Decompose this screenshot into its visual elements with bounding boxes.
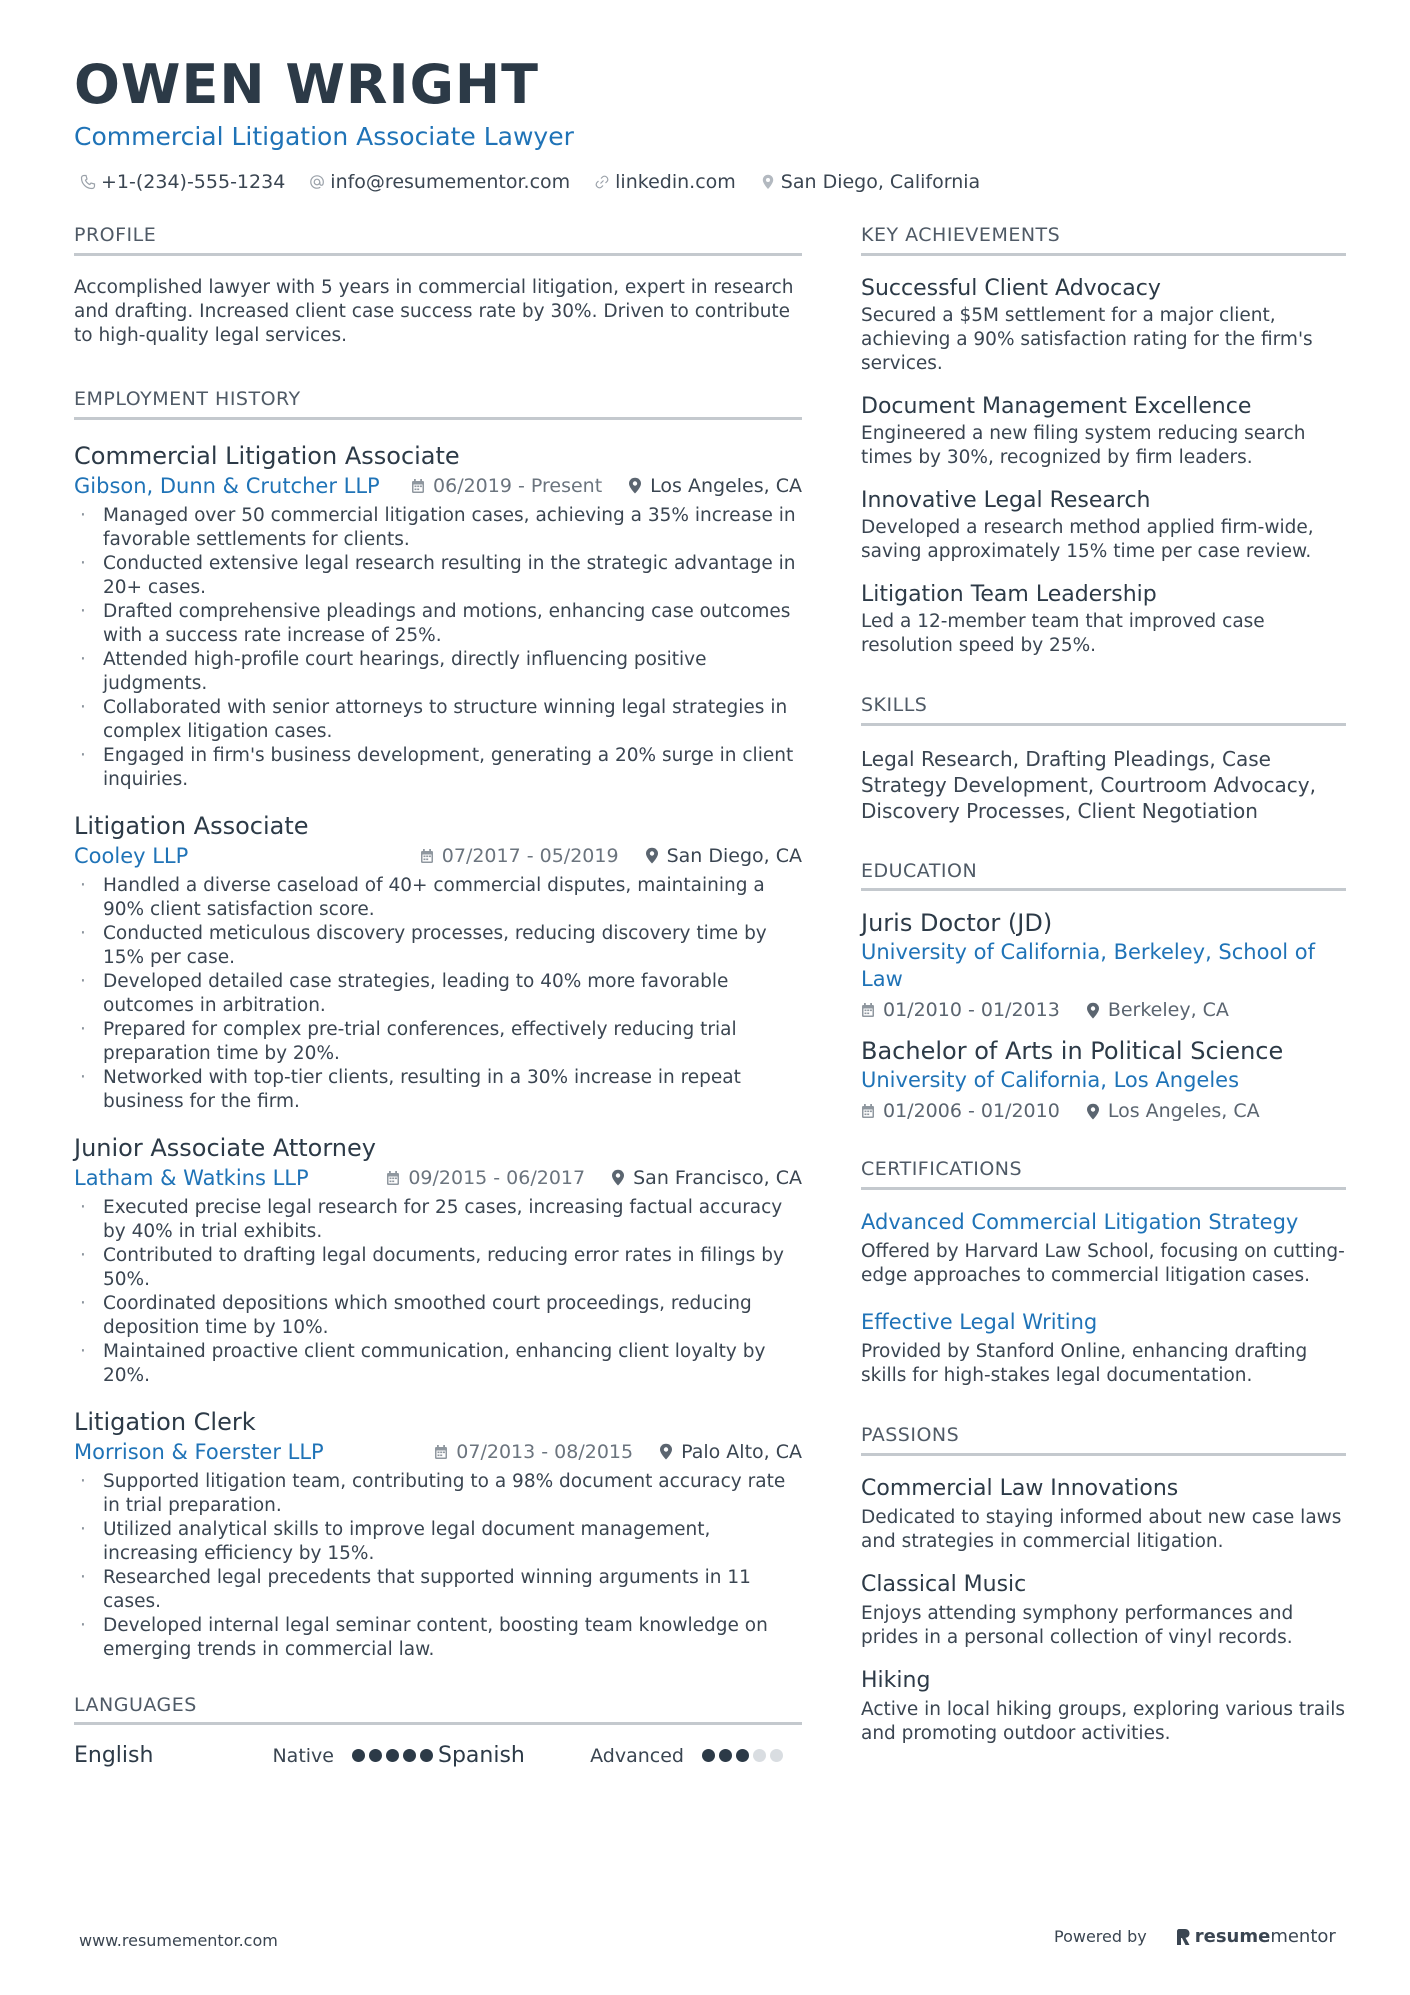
job-date-location (386, 1167, 802, 1189)
proficiency-dot-filled (352, 1749, 365, 1762)
passions-heading: PASSIONS (861, 1424, 1346, 1456)
job-bullet: · Supported litigation team, contributing to a 98% document accuracy rate in trial preparation. (74, 1470, 802, 1518)
proficiency-dots (352, 1749, 437, 1762)
contact-email[interactable] (309, 171, 570, 193)
job-bullet: · Conducted extensive legal research resulting in the strategic advantage in 20+ cases. (74, 552, 802, 600)
passion-item (861, 1570, 1346, 1650)
job-bullet: · Engaged in firm's business development, generating a 20% surge in client inquiries. (74, 744, 802, 792)
job-bullets (74, 1196, 802, 1388)
job-bullet: · Managed over 50 commercial litigation cases, achieving a 35% increase in favorable settlements for clients. (74, 504, 802, 552)
achievement-title: Litigation Team Leadership (861, 581, 1157, 607)
job-location: Los Angeles, CA (650, 474, 802, 497)
job-bullet: · Handled a diverse caseload of 40+ commercial disputes, maintaining a 90% client satisfaction score. (74, 874, 802, 922)
job-title: Litigation Clerk (74, 1407, 256, 1436)
job-bullets (74, 1470, 802, 1662)
job-dates: 09/2015 - 06/2017 (408, 1166, 586, 1189)
job-title: Junior Associate Attorney (74, 1133, 376, 1162)
certification-text: Provided by Stanford Online, enhancing drafting skills for high-stakes legal documentation. (861, 1341, 1308, 1387)
email-text: info@resumementor.com (330, 171, 571, 193)
proficiency-dot-empty (753, 1749, 766, 1762)
profile-text: Accomplished lawyer with 5 years in commercial litigation, expert in research and drafting. Increased client case success rate by 30%. Driven to contribute to high-quality legal services. (74, 276, 794, 346)
calendar-icon (420, 848, 434, 864)
passion-title: Hiking (861, 1667, 931, 1693)
language-list (74, 1743, 802, 1768)
brand-mark-icon (1175, 1928, 1191, 1946)
brand-name-light: mentor (1270, 1926, 1336, 1947)
education-heading: EDUCATION (861, 860, 1346, 892)
achievement-item (861, 274, 1346, 376)
achievement-list (861, 274, 1346, 658)
job-bullet: · Attended high-profile court hearings, directly influencing positive judgments. (74, 648, 802, 696)
degree-title: Bachelor of Arts in Political Science (861, 1037, 1284, 1066)
passion-title: Classical Music (861, 1571, 1027, 1597)
phone-icon (80, 174, 96, 190)
company-name: Cooley LLP (74, 843, 189, 868)
job-meta (74, 844, 802, 868)
contact-location (760, 171, 980, 193)
language-level: Native (272, 1744, 334, 1767)
job-bullet: · Developed internal legal seminar content, boosting team knowledge on emerging trends in commercial law. (74, 1614, 802, 1662)
footer-branding (1054, 1926, 1336, 1947)
job-dates: 07/2017 - 05/2019 (441, 844, 619, 867)
map-pin-icon (760, 174, 776, 190)
map-pin-icon (611, 1169, 625, 1186)
education-dates: 01/2010 - 01/2013 (883, 999, 1060, 1022)
education-item (861, 907, 1346, 1021)
job-bullets (74, 874, 802, 1114)
brand-name-bold: resume (1194, 1926, 1271, 1947)
linkedin-text: linkedin.com (615, 171, 736, 193)
education-dates: 01/2006 - 01/2010 (883, 1100, 1060, 1123)
company-name: Morrison & Foerster LLP (74, 1439, 324, 1464)
certification-item (861, 1208, 1346, 1288)
footer-website[interactable]: www.resumementor.com (79, 1931, 278, 1950)
calendar-icon (411, 478, 425, 494)
achievement-text: Led a 12-member team that improved case resolution speed by 25%. (861, 610, 1265, 656)
brand-logo (1175, 1926, 1336, 1947)
proficiency-dot-filled (736, 1749, 749, 1762)
language-name: Spanish (438, 1743, 525, 1769)
company-name: Gibson, Dunn & Crutcher LLP (74, 473, 380, 498)
proficiency-dot-empty (770, 1749, 783, 1762)
certifications-heading: CERTIFICATIONS (861, 1158, 1346, 1190)
job-list (74, 440, 802, 1662)
job-meta (74, 474, 802, 498)
degree-title: Juris Doctor (JD) (861, 909, 1053, 938)
employment-heading: EMPLOYMENT HISTORY (74, 388, 802, 420)
job-entry (74, 810, 802, 1114)
achievement-item (861, 392, 1346, 470)
achievement-item (861, 486, 1346, 564)
passion-list (861, 1474, 1346, 1746)
language-spanish (438, 1743, 802, 1768)
skills-heading: SKILLS (861, 694, 1346, 726)
job-date-location (411, 475, 802, 497)
job-dates: 07/2013 - 08/2015 (456, 1440, 634, 1463)
passion-text: Active in local hiking groups, exploring various trails and promoting outdoor activities. (861, 1698, 1346, 1744)
achievements-heading: KEY ACHIEVEMENTS (861, 224, 1346, 256)
language-level: Advanced (590, 1744, 684, 1767)
right-column (861, 224, 1346, 1746)
phone-text: +1-(234)-555-1234 (101, 171, 286, 193)
job-date-location (420, 845, 802, 867)
proficiency-dot-filled (386, 1749, 399, 1762)
certification-text: Offered by Harvard Law School, focusing on cutting-edge approaches to commercial litigation cases. (861, 1241, 1345, 1287)
job-bullet: · Prepared for complex pre-trial conferences, effectively reducing trial preparation time by 20%. (74, 1018, 802, 1066)
school-name: University of California, Los Angeles (861, 1068, 1240, 1093)
at-sign-icon (309, 174, 325, 190)
job-bullet: · Contributed to drafting legal documents, reducing error rates in filings by 50%. (74, 1244, 802, 1292)
education-list (861, 907, 1346, 1122)
education-location: Berkeley, CA (1107, 999, 1229, 1022)
calendar-icon (434, 1444, 448, 1460)
job-dates: 06/2019 - Present (433, 474, 603, 497)
job-bullet: · Researched legal precedents that supported winning arguments in 11 cases. (74, 1566, 802, 1614)
skills-text: Legal Research, Drafting Pleadings, Case Strategy Development, Courtroom Advocacy, Discovery Processes, Client Negotiation (861, 746, 1316, 823)
calendar-icon (861, 1002, 875, 1018)
company-name: Latham & Watkins LLP (74, 1165, 309, 1190)
contact-phone (80, 171, 285, 193)
contact-linkedin[interactable] (594, 171, 736, 193)
job-location: San Francisco, CA (633, 1166, 802, 1189)
education-meta (861, 1100, 1346, 1122)
job-title: Commercial Litigation Associate (74, 441, 460, 470)
left-column (74, 224, 802, 1768)
calendar-icon (861, 1103, 875, 1119)
certification-item (861, 1308, 1346, 1388)
job-entry (74, 1406, 802, 1662)
passion-text: Dedicated to staying informed about new case laws and strategies in commercial litigation. (861, 1506, 1342, 1552)
passion-item (861, 1474, 1346, 1554)
proficiency-dot-filled (719, 1749, 732, 1762)
map-pin-icon (628, 477, 642, 494)
location-text: San Diego, California (780, 171, 981, 193)
link-icon (594, 174, 610, 190)
languages-heading: LANGUAGES (74, 1694, 802, 1726)
job-bullet: · Utilized analytical skills to improve legal document management, increasing efficiency by 15%. (74, 1518, 802, 1566)
calendar-icon (386, 1170, 400, 1186)
certification-list (861, 1208, 1346, 1388)
proficiency-dots (702, 1749, 787, 1762)
proficiency-dot-filled (403, 1749, 416, 1762)
school-name: University of California, Berkeley, School of Law (861, 940, 1316, 992)
job-meta (74, 1440, 802, 1464)
job-meta (74, 1166, 802, 1190)
job-location: Palo Alto, CA (681, 1440, 802, 1463)
proficiency-dot-filled (420, 1749, 433, 1762)
certification-title: Advanced Commercial Litigation Strategy (861, 1210, 1299, 1235)
achievement-title: Innovative Legal Research (861, 487, 1151, 513)
job-bullet: · Coordinated depositions which smoothed court proceedings, reducing deposition time by 10%. (74, 1292, 802, 1340)
job-bullet: · Networked with top-tier clients, resulting in a 30% increase in repeat business for the firm. (74, 1066, 802, 1114)
map-pin-icon (1086, 1103, 1100, 1120)
job-bullet: · Developed detailed case strategies, leading to 40% more favorable outcomes in arbitration. (74, 970, 802, 1018)
contact-bar (80, 171, 1004, 193)
map-pin-icon (1086, 1002, 1100, 1019)
achievement-text: Secured a $5M settlement for a major client, achieving a 90% satisfaction rating for the firm's services. (861, 304, 1313, 374)
profile-heading: PROFILE (74, 224, 802, 256)
job-title: Litigation Associate (74, 811, 309, 840)
powered-by-label: Powered by (1054, 1927, 1147, 1946)
education-location: Los Angeles, CA (1107, 1100, 1260, 1123)
education-item (861, 1035, 1346, 1122)
job-bullet: · Executed precise legal research for 25 cases, increasing factual accuracy by 40% in trial exhibits. (74, 1196, 802, 1244)
passion-title: Commercial Law Innovations (861, 1475, 1179, 1501)
language-name: English (74, 1743, 154, 1769)
proficiency-dot-filled (369, 1749, 382, 1762)
certification-title: Effective Legal Writing (861, 1310, 1098, 1335)
map-pin-icon (659, 1443, 673, 1460)
achievement-item (861, 580, 1346, 658)
job-bullet: · Drafted comprehensive pleadings and motions, enhancing case outcomes with a success rate increase of 25%. (74, 600, 802, 648)
achievement-title: Document Management Excellence (861, 393, 1252, 419)
job-bullet: · Maintained proactive client communication, enhancing client loyalty by 20%. (74, 1340, 802, 1388)
map-pin-icon (645, 847, 659, 864)
achievement-text: Developed a research method applied firm-wide, saving approximately 15% time per case review. (861, 516, 1314, 562)
job-bullets (74, 504, 802, 792)
education-meta (861, 999, 1346, 1021)
job-role: Commercial Litigation Associate Lawyer (74, 122, 574, 151)
passion-text: Enjoys attending symphony performances and prides in a personal collection of vinyl records. (861, 1602, 1294, 1648)
achievement-title: Successful Client Advocacy (861, 275, 1161, 301)
job-entry (74, 1132, 802, 1388)
job-entry (74, 440, 802, 792)
proficiency-dot-filled (702, 1749, 715, 1762)
job-bullet: · Collaborated with senior attorneys to structure winning legal strategies in complex litigation cases. (74, 696, 802, 744)
job-date-location (434, 1441, 802, 1463)
candidate-name: OWEN WRIGHT (74, 53, 539, 116)
job-location: San Diego, CA (666, 844, 802, 867)
achievement-text: Engineered a new filing system reducing search times by 30%, recognized by firm leaders. (861, 422, 1306, 468)
language-english (74, 1743, 438, 1768)
job-bullet: · Conducted meticulous discovery processes, reducing discovery time by 15% per case. (74, 922, 802, 970)
passion-item (861, 1666, 1346, 1746)
